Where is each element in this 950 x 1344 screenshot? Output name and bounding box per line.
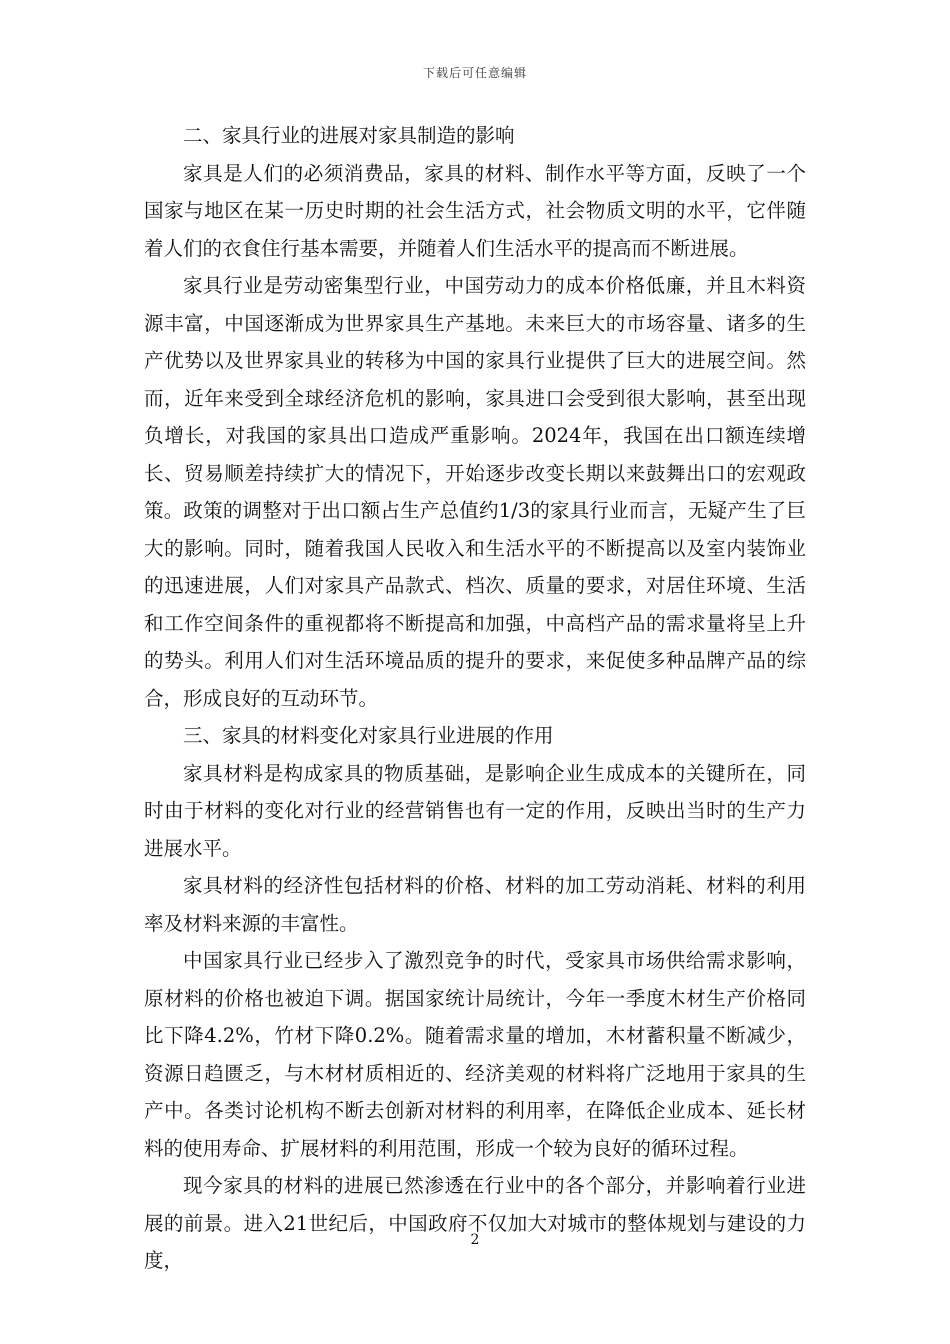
section-heading: 二、家具行业的进展对家具制造的影响 xyxy=(183,124,515,147)
paragraph: 家具材料的经济性包括材料的价格、材料的加工劳动消耗、材料的利用率及材料来源的丰富性。 xyxy=(144,874,806,935)
page-number: 2 xyxy=(470,1232,480,1248)
section-heading: 三、家具的材料变化对家具行业进展的作用 xyxy=(183,724,554,747)
paragraph: 家具是人们的必须消费品，家具的材料、制作水平等方面，反映了一个国家与地区在某一历史时期的社会生活方式，社会物质文明的水平，它伴随着人们的衣食住行基本需要，并随着人们生活水平的提高而不断进展。 xyxy=(144,161,806,260)
paragraph: 中国家具行业已经步入了激烈竞争的时代，受家具市场供给需求影响，原材料的价格也被迫下调。据国家统计局统计，今年一季度木材生产价格同比下降4.2%，竹材下降0.2%。随着需求量的增加，木材蓄积量不断减少，资源日趋匮乏，与木材材质相近的、经济美观的材料将广泛地用于家具的生产中。各类讨论机构不断去创新对材料的利用率，在降低企业成本、延长材料的使用寿命、扩展材料的利用范围，形成一个较为良好的循环过程。 xyxy=(144,949,806,1160)
paragraph: 现今家具的材料的进展已然渗透在行业中的各个部分，并影响着行业进展的前景。进入21世纪后，中国政府不仅加大对城市的整体规划与建设的力度， xyxy=(144,1174,806,1272)
paragraph: 家具行业是劳动密集型行业，中国劳动力的成本价格低廉，并且木料资源丰富，中国逐渐成为世界家具生产基地。未来巨大的市场容量、诸多的生产优势以及世界家具业的转移为中国的家具行业提供了巨大的进展空间。然而，近年来受到全球经济危机的影响，家具进口会受到很大影响，甚至出现负增长，对我国的家具出口造成严重影响。2024年，我国在出口额连续增长、贸易顺差持续扩大的情况下，开始逐步改变长期以来鼓舞出口的宏观政策。政策的调整对于出口额占生产总值约1/3的家具行业而言，无疑产生了巨大的影响。同时，随着我国人民收入和生活水平的不断提高以及室内装饰业的迅速进展，人们对家具产品款式、档次、质量的要求，对居住环境、生活和工作空间条件的重视都将不断提高和加强，中高档产品的需求量将呈上升的势头。利用人们对生活环境品质的提升的要求，来促使多种品牌产品的综合，形成良好的互动环节。 xyxy=(144,274,806,710)
page-header: 下载后可任意编辑 xyxy=(422,66,527,80)
document-body xyxy=(144,117,806,1280)
paragraph: 家具材料是构成家具的物质基础，是影响企业生成成本的关键所在，同时由于材料的变化对行业的经营销售也有一定的作用，反映出当时的生产力进展水平。 xyxy=(144,761,806,860)
